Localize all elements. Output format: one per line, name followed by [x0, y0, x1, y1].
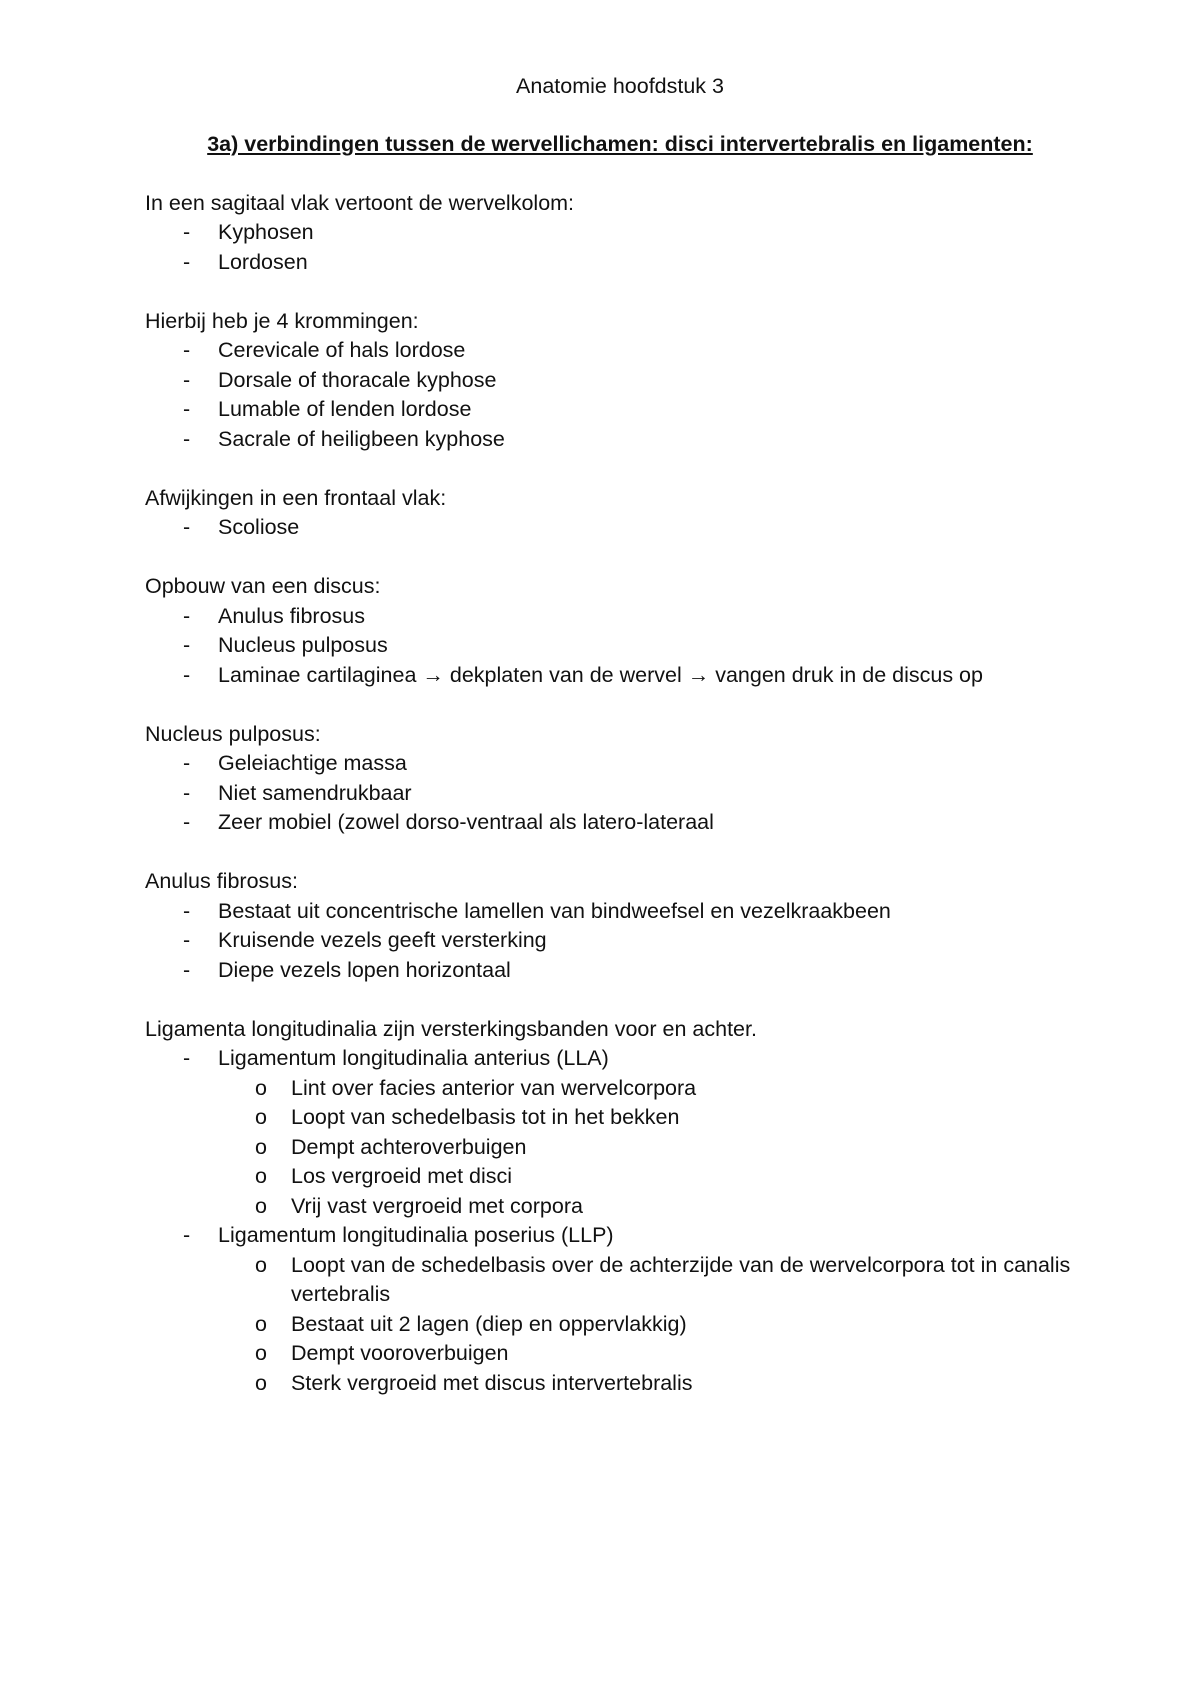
list-item-text: Diepe vezels lopen horizontaal	[218, 957, 511, 982]
section-nucleus	[145, 720, 1075, 838]
sub-list-item-text: Dempt vooroverbuigen	[291, 1341, 509, 1365]
list-item	[145, 366, 1075, 396]
dash-list	[145, 897, 1075, 986]
dash-bullet: -	[183, 810, 191, 834]
list-item	[145, 897, 1075, 927]
circle-bullet: o	[255, 1252, 267, 1277]
sub-list-item	[145, 1369, 1075, 1399]
dash-list	[145, 218, 1075, 277]
section-anulus	[145, 867, 1075, 985]
dash-bullet: -	[183, 426, 191, 451]
dash-bullet: -	[183, 662, 191, 687]
list-item	[145, 513, 1075, 543]
list-item-text: Lordosen	[218, 249, 308, 274]
section-intro: Anulus fibrosus:	[145, 869, 298, 893]
dash-bullet: -	[183, 928, 191, 952]
list-item-text: Laminae cartilaginea	[218, 662, 417, 687]
list-item-text: Anulus fibrosus	[218, 603, 365, 628]
list-item	[145, 926, 1075, 956]
section-sagittal	[145, 189, 1075, 278]
dash-bullet: -	[183, 1046, 191, 1070]
dash-bullet: -	[183, 898, 191, 923]
dash-bullet: -	[183, 249, 191, 274]
section-discus	[145, 572, 1075, 690]
dash-bullet: -	[183, 633, 191, 657]
circle-bullet: o	[255, 1341, 267, 1365]
list-item-text: dekplaten van de wervel	[449, 662, 682, 687]
section-intro: In een sagitaal vlak vertoont de wervelkolom:	[145, 190, 575, 215]
arrow-right-icon: →	[687, 662, 710, 687]
list-item-llp	[145, 1221, 1075, 1251]
list-item	[145, 956, 1075, 986]
section-ligaments	[145, 1015, 1075, 1399]
list-item-text: Niet samendrukbaar	[218, 780, 412, 805]
list-item	[145, 661, 1075, 691]
document-content	[145, 72, 1075, 1398]
list-item-text: Geleiachtige massa	[218, 751, 407, 775]
list-item-text: Nucleus pulposus	[218, 633, 388, 657]
circle-bullet: o	[255, 1105, 267, 1129]
sub-list-item-text: Sterk vergroeid met discus intervertebralis	[291, 1370, 693, 1395]
section-curves	[145, 307, 1075, 455]
sub-list-item	[145, 1133, 1075, 1163]
sub-list-item-text: Bestaat uit 2 lagen (diep en oppervlakkig)	[291, 1311, 687, 1336]
document-title: Anatomie hoofdstuk 3	[516, 74, 724, 98]
list-item-text: Kruisende vezels geeft versterking	[218, 928, 547, 952]
list-item	[145, 779, 1075, 809]
sub-list-item-text: Loopt van schedelbasis tot in het bekken	[291, 1105, 680, 1129]
list-item	[145, 248, 1075, 278]
list-item	[145, 336, 1075, 366]
dash-list	[145, 1044, 1075, 1074]
sub-list-item-text: Lint over facies anterior van wervelcorpora	[291, 1075, 697, 1100]
list-item-text: Bestaat uit concentrische lamellen van bindweefsel en vezelkraakbeen	[218, 898, 891, 923]
dash-bullet: -	[183, 220, 191, 244]
list-item	[145, 602, 1075, 632]
dash-list	[145, 336, 1075, 454]
sub-list-item	[145, 1251, 1075, 1310]
dash-list	[145, 1221, 1075, 1251]
dash-bullet: -	[183, 780, 191, 805]
circle-bullet: o	[255, 1164, 267, 1188]
sub-list-item-text: Los vergroeid met disci	[291, 1164, 513, 1188]
list-item-lla	[145, 1044, 1075, 1074]
circle-list	[145, 1251, 1075, 1399]
list-item	[145, 631, 1075, 661]
dash-bullet: -	[183, 1223, 191, 1247]
list-item-text: Sacrale of heiligbeen kyphose	[218, 426, 505, 451]
list-item	[145, 218, 1075, 248]
circle-bullet: o	[255, 1193, 267, 1218]
circle-bullet: o	[255, 1370, 267, 1395]
circle-bullet: o	[255, 1311, 267, 1336]
circle-bullet: o	[255, 1134, 267, 1159]
section-heading: 3a) verbindingen tussen de wervellichamen: disci intervertebralis en ligamenten:	[207, 131, 1033, 156]
section-intro: Opbouw van een discus:	[145, 574, 381, 598]
dash-list	[145, 513, 1075, 543]
sub-list-item	[145, 1339, 1075, 1369]
dash-bullet: -	[183, 603, 191, 628]
dash-bullet: -	[183, 751, 191, 775]
sub-list-item-text: Vrij vast vergroeid met corpora	[291, 1193, 583, 1218]
sub-list-item	[145, 1310, 1075, 1340]
list-item	[145, 808, 1075, 838]
sub-list-item	[145, 1162, 1075, 1192]
dash-bullet: -	[183, 367, 191, 392]
sub-list-item	[145, 1103, 1075, 1133]
circle-list	[145, 1074, 1075, 1222]
list-item-text: Kyphosen	[218, 220, 314, 244]
sub-list-item	[145, 1192, 1075, 1222]
dash-bullet: -	[183, 957, 191, 982]
dash-bullet: -	[183, 515, 191, 539]
section-intro: Afwijkingen in een frontaal vlak:	[145, 485, 447, 510]
dash-bullet: -	[183, 338, 191, 362]
list-item-text: Lumable of lenden lordose	[218, 397, 472, 421]
sub-list-item	[145, 1074, 1075, 1104]
list-item-text: Cerevicale of hals lordose	[218, 338, 466, 362]
list-item	[145, 395, 1075, 425]
dash-bullet: -	[183, 397, 191, 421]
list-item	[145, 425, 1075, 455]
list-item-text: Ligamentum longitudinalia poserius (LLP)	[218, 1223, 614, 1247]
dash-list	[145, 602, 1075, 691]
section-intro: Ligamenta longitudinalia zijn versterkingsbanden voor en achter.	[145, 1016, 757, 1041]
list-item-text: Zeer mobiel (zowel dorso-ventraal als latero-lateraal	[218, 810, 714, 834]
sub-list-item-text: Dempt achteroverbuigen	[291, 1134, 527, 1159]
list-item-text: Dorsale of thoracale kyphose	[218, 367, 497, 392]
list-item-text: vangen druk in de discus op	[715, 662, 983, 687]
section-frontal	[145, 484, 1075, 543]
arrow-right-icon: →	[422, 662, 444, 687]
circle-bullet: o	[255, 1075, 267, 1100]
dash-list	[145, 749, 1075, 838]
list-item-text: Scoliose	[218, 515, 300, 539]
section-intro: Nucleus pulposus:	[145, 721, 321, 746]
section-intro: Hierbij heb je 4 krommingen:	[145, 308, 419, 333]
list-item-text: Ligamentum longitudinalia anterius (LLA)	[218, 1046, 609, 1070]
list-item	[145, 749, 1075, 779]
sub-list-item-text: Loopt van de schedelbasis over de achterzijde van de wervelcorpora tot in canalis vertebralis	[291, 1252, 1071, 1306]
